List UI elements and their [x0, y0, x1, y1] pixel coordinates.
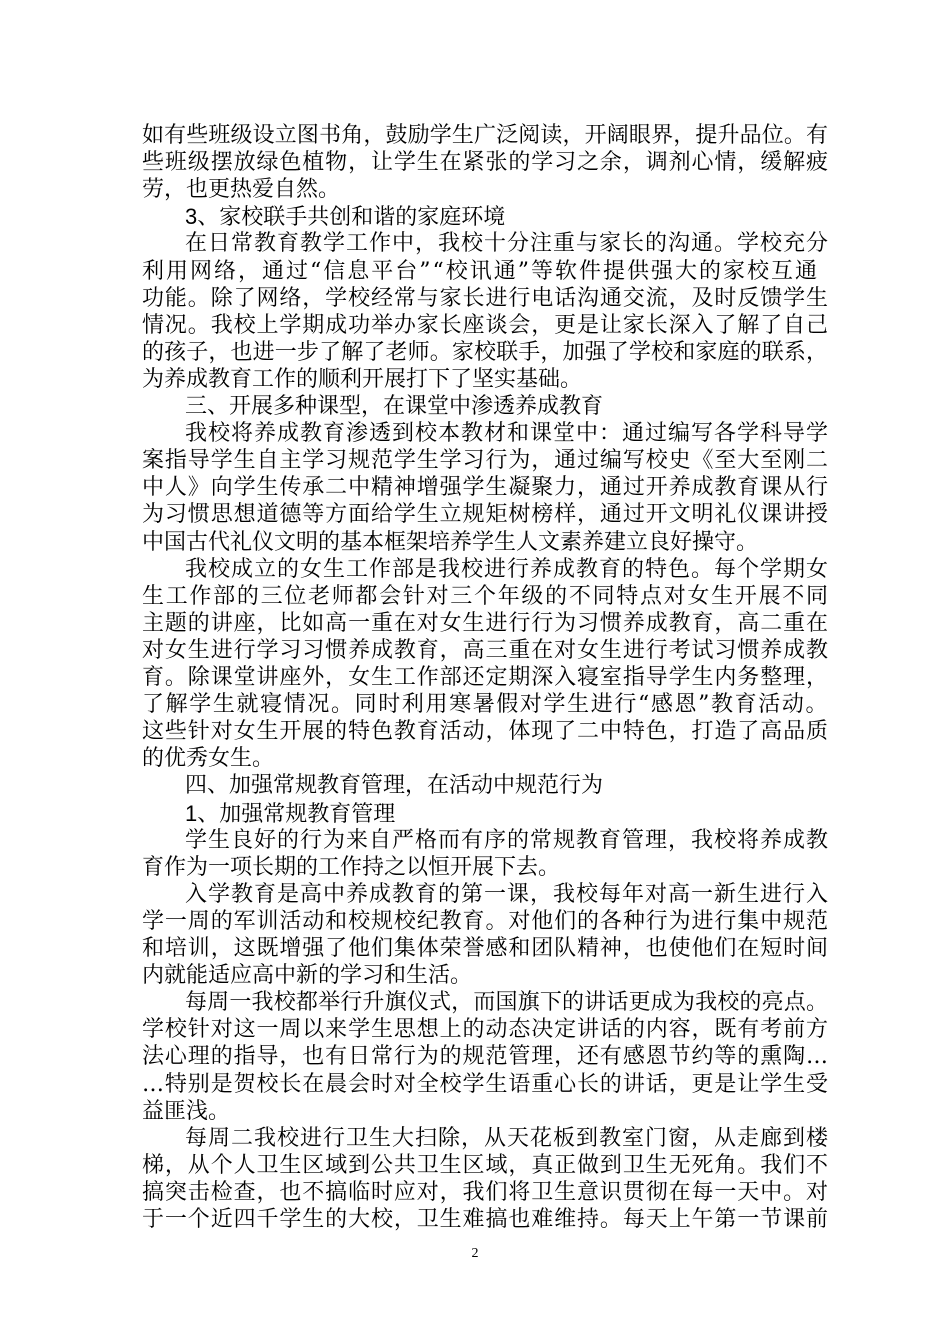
text-line: 情况。我校上学期成功举办家长座谈会，更是让家长深入了解了自己	[142, 313, 829, 338]
text-line: 主题的讲座，比如高一重在对女生进行行为习惯养成教育，高二重在	[142, 611, 829, 636]
text-line: 了解学生就寝情况。同时利用寒暑假对学生进行“感恩”教育活动。	[142, 692, 830, 717]
text-line: 每周一我校都举行升旗仪式，而国旗下的讲话更成为我校的亮点。	[185, 990, 829, 1015]
text-line: 在日常教育教学工作中，我校十分注重与家长的沟通。学校充分	[185, 231, 830, 256]
text-line: 利用网络，通过“信息平台”“校讯通”等软件提供强大的家校互通	[142, 259, 819, 284]
text-line: 三、开展多种课型，在课堂中渗透养成教育	[185, 394, 604, 419]
text-line: 和培训，这既增强了他们集体荣誉感和团队精神，也使他们在短时间	[142, 936, 829, 961]
text-line: 四、加强常规教育管理，在活动中规范行为	[185, 773, 604, 798]
text-line: 益匪浅。	[142, 1099, 231, 1124]
text-line: 案指导学生自主学习规范学生学习行为，通过编写校史《至大至刚二	[142, 448, 829, 473]
text-line: 劳，也更热爱自然。	[142, 177, 341, 202]
text-line: 学校针对这一周以来学生思想上的动态决定讲话的内容，既有考前方	[142, 1017, 829, 1042]
text-line: …特别是贺校长在晨会时对全校学生语重心长的讲话，更是让学生受	[142, 1072, 829, 1097]
text-line: 的孩子，也进一步了解了老师。家校联手，加强了学校和家庭的联系，	[142, 340, 829, 365]
text-line: 对女生进行学习习惯养成教育，高三重在对女生进行考试习惯养成教	[142, 638, 829, 663]
page-number: 2	[471, 1246, 479, 1261]
text-line: 为养成教育工作的顺利开展打下了坚实基础。	[142, 367, 583, 392]
text-line: 学一周的军训活动和校规校纪教育。对他们的各种行为进行集中规范	[142, 909, 829, 934]
text-line: 育。除课堂讲座外，女生工作部还定期深入寝室指导学生内务整理，	[142, 665, 829, 690]
text-line: 梯，从个人卫生区域到公共卫生区域，真正做到卫生无死角。我们不	[142, 1153, 829, 1178]
text-line: 为习惯思想道德等方面给学生立规矩树榜样，通过开文明礼仪课讲授	[142, 502, 829, 527]
text-line: 的优秀女生。	[142, 746, 275, 771]
text-line: 法心理的指导，也有日常行为的规范管理，还有感恩节约等的熏陶…	[142, 1044, 829, 1069]
text-line: 入学教育是高中养成教育的第一课，我校每年对高一新生进行入	[185, 882, 830, 907]
text-line: 中人》向学生传承二中精神增强学生凝聚力，通过开养成教育课从行	[142, 475, 829, 500]
text-line: 些班级摆放绿色植物，让学生在紧张的学习之余，调剂心情，缓解疲	[142, 150, 829, 175]
text-line: 如有些班级设立图书角，鼓励学生广泛阅读，开阔眼界，提升品位。有	[142, 123, 829, 148]
text-line: 3、家校联手共创和谐的家庭环境	[185, 204, 506, 229]
text-line: 我校成立的女生工作部是我校进行养成教育的特色。每个学期女	[185, 557, 830, 582]
text-line: 学生良好的行为来自严格而有序的常规教育管理，我校将养成教	[185, 828, 830, 853]
text-line: 育作为一项长期的工作持之以恒开展下去。	[142, 855, 561, 880]
text-line: 内就能适应高中新的学习和生活。	[142, 963, 473, 988]
text-line: 这些针对女生开展的特色教育活动，体现了二中特色，打造了高品质	[142, 719, 829, 744]
text-line: 生工作部的三位老师都会针对三个年级的不同特点对女生开展不同	[142, 584, 830, 609]
text-line: 1、加强常规教育管理	[185, 801, 396, 826]
text-line: 功能。除了网络，学校经常与家长进行电话沟通交流，及时反馈学生	[142, 286, 829, 311]
text-line: 中国古代礼仪文明的基本框架培养学生人文素养建立良好操守。	[142, 530, 759, 555]
text-line: 我校将养成教育渗透到校本教材和课堂中：通过编写各学科导学	[185, 421, 830, 446]
text-line: 搞突击检查，也不搞临时应对，我们将卫生意识贯彻在每一天中。对	[142, 1180, 829, 1205]
text-line: 每周二我校进行卫生大扫除，从天花板到教室门窗，从走廊到楼	[185, 1126, 830, 1151]
text-line: 于一个近四千学生的大校，卫生难搞也难维持。每天上午第一节课前	[142, 1207, 829, 1232]
